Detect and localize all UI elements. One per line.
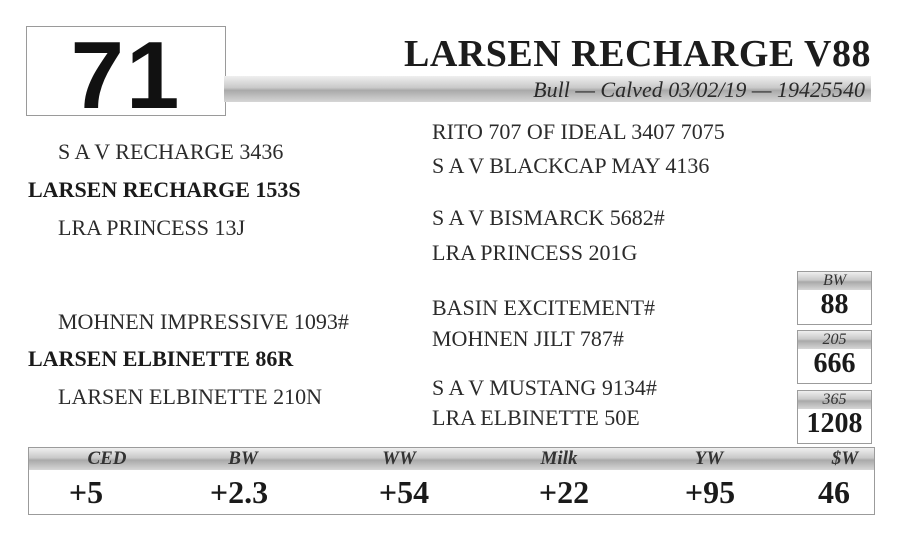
animal-name: LARSEN RECHARGE V88 (404, 33, 871, 75)
epd-value-dollar-w: 46 (818, 474, 850, 510)
epd-label-bw: BW (228, 448, 258, 469)
epd-label-dollar-w: $W (831, 448, 859, 469)
dam-dam-dam: LRA ELBINETTE 50E (432, 405, 640, 430)
sire-dam-dam: LRA PRINCESS 201G (432, 240, 638, 265)
epd-value-yw: +95 (684, 474, 736, 510)
birth-weight-box (797, 271, 872, 325)
yearling-weight-label: 365 (798, 391, 871, 409)
dam: LARSEN ELBINETTE 86R (28, 346, 294, 371)
sire-sire-sire: RITO 707 OF IDEAL 3407 7075 (432, 119, 725, 144)
weaning-weight-box (797, 330, 872, 384)
weaning-weight-label: 205 (798, 331, 871, 349)
dam-dam-sire: S A V MUSTANG 9134# (432, 375, 657, 400)
lot-number-box (26, 22, 226, 129)
yearling-weight-box (797, 390, 872, 444)
sire-dam: LRA PRINCESS 13J (58, 215, 246, 240)
birth-weight-value: 88 (820, 289, 849, 320)
epd-label-yw: YW (694, 448, 724, 469)
epd-label-milk: Milk (540, 448, 578, 469)
weaning-weight-value: 666 (813, 348, 856, 379)
birth-weight-label: BW (798, 272, 871, 290)
subtitle-bar (224, 76, 871, 102)
sire-dam-sire: S A V BISMARCK 5682# (432, 205, 665, 230)
sire-sire: S A V RECHARGE 3436 (58, 139, 284, 164)
epd-value-bw: +2.3 (209, 474, 269, 510)
dam-sire-sire: BASIN EXCITEMENT# (432, 295, 656, 320)
epd-label-ww: WW (382, 448, 416, 469)
dam-dam: LARSEN ELBINETTE 210N (58, 384, 322, 409)
dam-sire-dam: MOHNEN JILT 787# (432, 326, 624, 351)
epd-label-ced: CED (87, 448, 127, 469)
epd-table (28, 447, 875, 515)
subtitle: Bull — Calved 03/02/19 — 19425540 (533, 77, 865, 102)
sire-sire-dam: S A V BLACKCAP MAY 4136 (432, 153, 710, 178)
dam-sire: MOHNEN IMPRESSIVE 1093# (58, 309, 349, 334)
epd-value-milk: +22 (538, 474, 590, 510)
yearling-weight-value: 1208 (806, 408, 863, 439)
epd-value-ced: +5 (68, 474, 104, 510)
lot-number: 71 (70, 22, 182, 129)
sire: LARSEN RECHARGE 153S (28, 177, 301, 202)
epd-value-ww: +54 (378, 474, 430, 510)
